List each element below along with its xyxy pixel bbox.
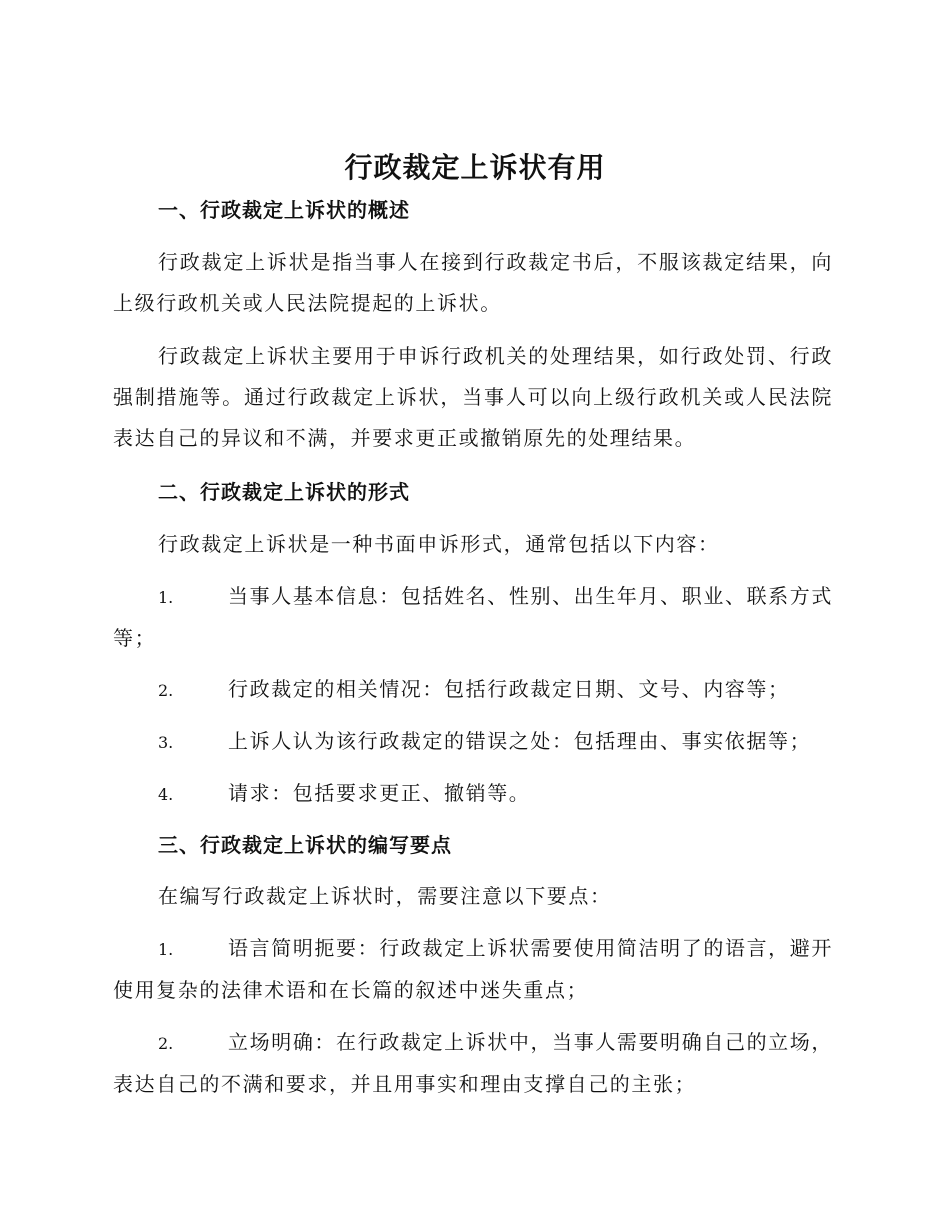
list-item-text: 立场明确：在行政裁定上诉状中，当事人需要明确自己的立场，表达自己的不满和要求，并且用事实和理由支撑自己的主张； — [113, 1030, 833, 1096]
list-item-number: 4. — [158, 785, 174, 804]
list-item-text: 行政裁定的相关情况：包括行政裁定日期、文号、内容等； — [228, 677, 790, 701]
section-heading-form: 二、行政裁定上诉状的形式 — [158, 480, 410, 504]
form-list-item — [113, 721, 833, 763]
list-item-text: 语言简明扼要：行政裁定上诉状需要使用简洁明了的语言，避开使用复杂的法律术语和在长篇的叙述中迷失重点； — [113, 936, 833, 1002]
list-item-number: 2. — [158, 681, 174, 700]
section-heading-overview: 一、行政裁定上诉状的概述 — [158, 198, 410, 222]
form-list-item — [113, 773, 833, 815]
document-title: 行政裁定上诉状有用 — [344, 151, 606, 184]
form-list-item — [113, 669, 833, 711]
writing-list-item — [113, 928, 833, 1011]
form-intro-paragraph: 行政裁定上诉状是一种书面申诉形式，通常包括以下内容： — [158, 532, 720, 556]
list-item-number: 1. — [158, 588, 174, 607]
form-list-item — [113, 576, 833, 659]
list-item-text: 请求：包括要求更正、撤销等。 — [228, 781, 531, 805]
writing-intro-paragraph: 在编写行政裁定上诉状时，需要注意以下要点： — [158, 884, 612, 908]
list-item-text: 上诉人认为该行政裁定的错误之处：包括理由、事实依据等； — [228, 729, 812, 753]
section-heading-writing-points: 三、行政裁定上诉状的编写要点 — [158, 833, 452, 857]
overview-paragraph-2: 行政裁定上诉状主要用于申诉行政机关的处理结果，如行政处罚、行政强制措施等。通过行政裁定上诉状，当事人可以向上级行政机关或人民法院表达自己的异议和不满，并要求更正或撤销原先的处理结果。 — [113, 344, 833, 450]
list-item-number: 3. — [158, 733, 174, 752]
overview-paragraph-1: 行政裁定上诉状是指当事人在接到行政裁定书后，不服该裁定结果，向上级行政机关或人民法院提起的上诉状。 — [113, 250, 833, 315]
list-item-number: 1. — [158, 940, 174, 959]
list-item-number: 2. — [158, 1034, 174, 1053]
writing-list-item — [113, 1022, 833, 1105]
list-item-text: 当事人基本信息：包括姓名、性别、出生年月、职业、联系方式等； — [113, 584, 833, 650]
